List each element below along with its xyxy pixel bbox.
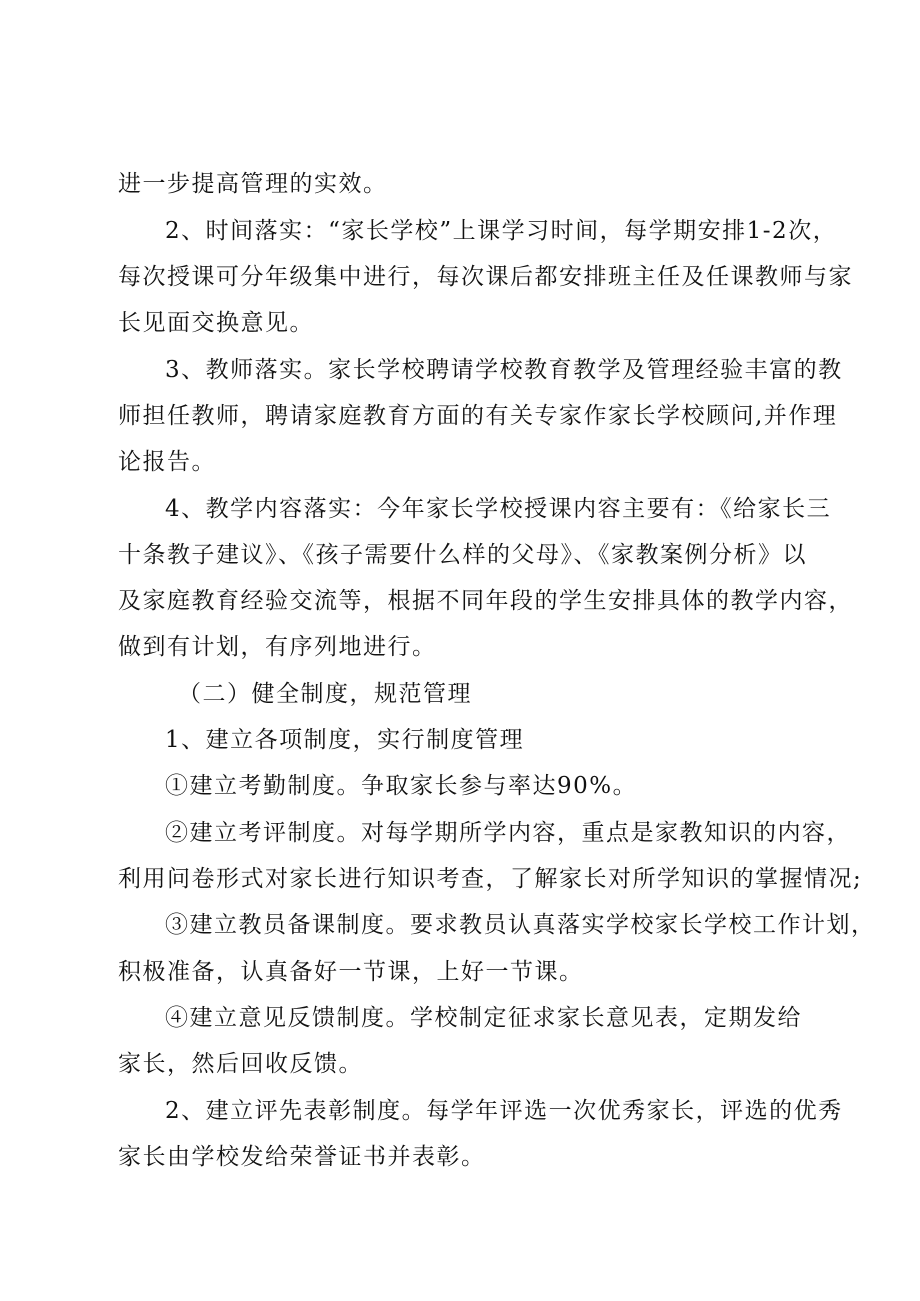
section-heading: （二）健全制度，规范管理 [178, 681, 472, 707]
paragraph-line: ①建立考勤制度。争取家长参与率达90%。 [165, 773, 638, 799]
paragraph-line: 师担任教师，聘请家庭教育方面的有关专家作家长学校顾问,并作理 [118, 403, 838, 429]
paragraph-line: ④建立意见反馈制度。学校制定征求家长意见表，定期发给 [165, 1005, 802, 1031]
paragraph-line: 2、建立评先表彰制度。每学年评选一次优秀家长，评选的优秀 [165, 1098, 843, 1124]
paragraph-line: 4、教学内容落实：今年家长学校授课内容主要有：《给家长三 [165, 496, 832, 522]
paragraph-line: 3、教师落实。家长学校聘请学校教育教学及管理经验丰富的教 [165, 357, 843, 383]
paragraph-line: 2、时间落实：“家长学校”上课学习时间，每学期安排1-2次， [165, 218, 838, 244]
paragraph-line: ③建立教员备课制度。要求教员认真落实学校家长学校工作计划， [165, 912, 876, 938]
paragraph-line: 十条教子建议》、《孩子需要什么样的父母》、《家教案例分析》以 [118, 542, 807, 568]
paragraph-line: ②建立考评制度。对每学期所学内容，重点是家教知识的内容， [165, 820, 851, 846]
paragraph-line: 1、建立各项制度，实行制度管理 [165, 727, 525, 753]
paragraph-line: 利用问卷形式对家长进行知识考查，了解家长对所学知识的掌握情况; [118, 866, 863, 892]
paragraph-line: 积极准备，认真备好一节课，上好一节课。 [118, 959, 584, 985]
paragraph-line: 及家庭教育经验交流等，根据不同年段的学生安排具体的教学内容， [118, 588, 853, 614]
paragraph-line: 做到有计划，有序列地进行。 [118, 634, 437, 660]
paragraph-line: 家长由学校发给荣誉证书并表彰。 [118, 1144, 486, 1170]
paragraph-line: 论报告。 [118, 449, 216, 475]
paragraph-line: 进一步提高管理的实效。 [118, 171, 388, 197]
paragraph-line: 每次授课可分年级集中进行，每次课后都安排班主任及任课教师与家 [118, 264, 853, 290]
paragraph-line: 长见面交换意见。 [118, 310, 314, 336]
paragraph-line: 家长，然后回收反馈。 [118, 1051, 363, 1077]
